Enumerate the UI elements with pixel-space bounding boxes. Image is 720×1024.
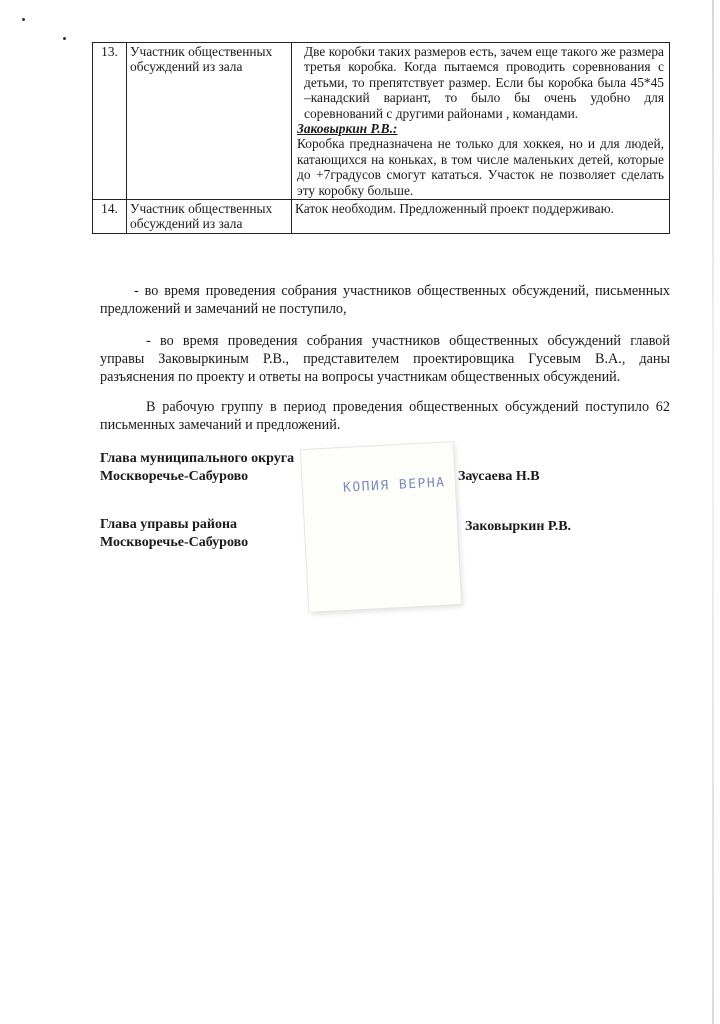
table-row (93, 200, 670, 234)
signatory-name: Заковыркин Р.В. (465, 519, 572, 534)
participant-cell: Участник общественных обсуждений из зала (127, 43, 292, 200)
signatory-name: Заусаева Н.В (458, 469, 540, 484)
table-row (93, 43, 670, 200)
minutes-table (92, 42, 670, 234)
scan-speck (22, 18, 25, 21)
signature-block-municipal (100, 450, 294, 486)
stamp-paper (301, 442, 461, 612)
signatory-title: Глава муниципального округа (100, 451, 295, 466)
signatory-title: Глава управы района (100, 517, 238, 532)
signatory-district: Москворечье-Сабурово (100, 535, 249, 550)
paragraph-text: В рабочую группу в период проведения общественных обсуждений поступило 62 письменных замечаний и предложений. (100, 399, 670, 433)
copy-certified-stamp: КОПИЯ ВЕРНА (342, 475, 446, 496)
paragraph-text: - во время проведения собрания участников общественных обсуждений главой управы Заковыркиным Р.В., представителем проектировщика Гусевым В.А., даны разъяснения по проекту и ответы на вопросы участникам общественных обсуждений. (100, 333, 670, 385)
speaker-answer: Коробка предназначена не только для хоккея, но и для людей, катающихся на коньках, в том числе маленьких детей, которые до +7градусов смогут кататься. Участок не позволяет сделать эту коробку больше. (297, 136, 664, 198)
paragraph-no-proposals (100, 282, 670, 318)
signature-block-council (100, 516, 248, 552)
discussion-cell: Каток необходим. Предложенный проект поддерживаю. (292, 200, 670, 234)
paragraph-text: - во время проведения собрания участников общественных обсуждений, письменных предложений и замечаний не поступило, (100, 283, 670, 317)
scan-speck (63, 37, 66, 40)
participant-comment: Две коробки таких размеров есть, зачем еще такого же размера третья коробка. Когда пытаемся проводить соревнования с детьми, то препятствует размер. Если бы коробка была 45*45 –канадский вариант, то было бы очень удобно для соревнований с другими районами , командами. (304, 44, 664, 121)
participant-cell: Участник общественных обсуждений из зала (127, 200, 292, 234)
discussion-cell (292, 43, 670, 200)
speaker-name: Заковыркин Р.В.: (297, 121, 398, 137)
signatory-district: Москворечье-Сабурово (100, 469, 249, 484)
row-number: 14. (93, 200, 127, 234)
scan-edge (712, 0, 714, 1024)
paragraph-working-group (100, 398, 670, 434)
paragraph-explanations (100, 332, 670, 386)
row-number: 13. (93, 43, 127, 200)
